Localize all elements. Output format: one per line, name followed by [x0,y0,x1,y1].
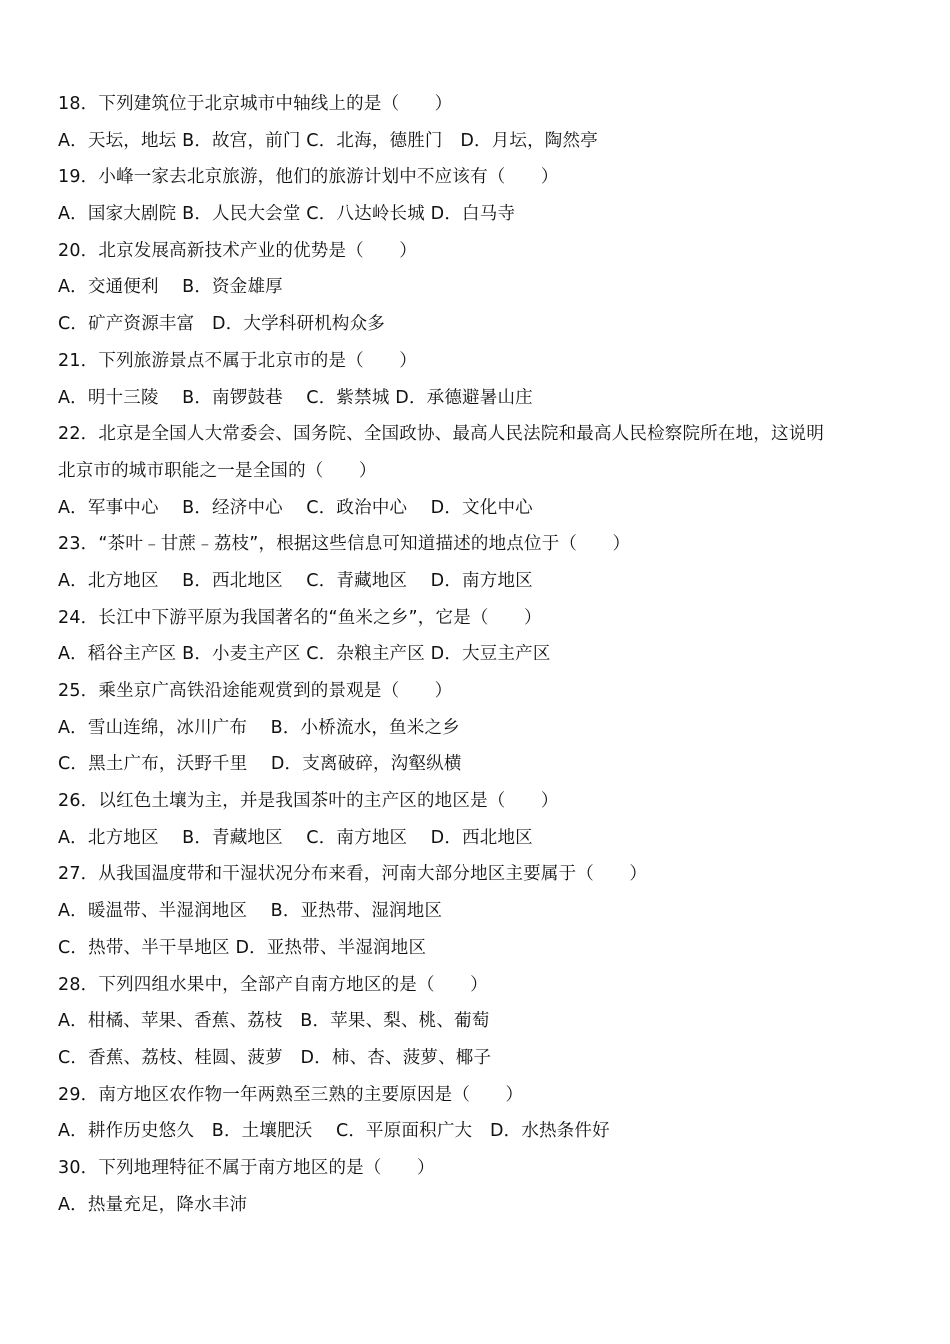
question-list [58,86,898,1223]
question-27-options-ab: A．暖温带、半湿润地区 B．亚热带、湿润地区 [58,901,443,922]
question-19-options: A．国家大剧院 B．人民大会堂 C．八达岭长城 D．白马寺 [58,204,516,225]
question-23-options: A．北方地区 B．西北地区 C．青藏地区 D．南方地区 [58,570,533,591]
question-25-options-ab: A．雪山连绵，冰川广布 B．小桥流水，鱼米之乡 [58,717,460,738]
question-20-options-cd: C．矿产资源丰富 D．大学科研机构众多 [58,314,385,335]
question-28-options-ab: A．柑橘、苹果、香蕉、荔枝 B．苹果、梨、桃、葡萄 [58,1011,490,1032]
question-22-stem-continued: 北京市的城市职能之一是全国的（ ） [58,460,377,481]
question-20-stem: 20．北京发展高新技术产业的优势是（ ） [58,240,417,261]
question-29-stem: 29．南方地区农作物一年两熟至三熟的主要原因是（ ） [58,1084,524,1105]
question-22-stem: 22．北京是全国人大常委会、国务院、全国政协、最高人民法院和最高人民检察院所在地，这说明 [58,424,825,445]
question-18-options: A．天坛，地坛 B．故宫，前门 C．北海，德胜门 D．月坛，陶然亭 [58,130,598,151]
question-30-option-a: A．热量充足，降水丰沛 [58,1194,248,1215]
question-21-options: A．明十三陵 B．南锣鼓巷 C．紫禁城 D．承德避暑山庄 [58,387,533,408]
question-24-stem: 24．长江中下游平原为我国著名的“鱼米之乡”，它是（ ） [58,607,542,628]
question-20-options-ab: A．交通便利 B．资金雄厚 [58,277,283,298]
question-27-stem: 27．从我国温度带和干湿状况分布来看，河南大部分地区主要属于（ ） [58,864,648,885]
question-18-stem: 18．下列建筑位于北京城市中轴线上的是（ ） [58,94,453,114]
question-22-options: A．军事中心 B．经济中心 C．政治中心 D．文化中心 [58,497,533,518]
question-28-options-cd: C．香蕉、荔枝、桂圆、菠萝 D．柿、杏、菠萝、椰子 [58,1047,492,1068]
question-24-options: A．稻谷主产区 B．小麦主产区 C．杂粮主产区 D．大豆主产区 [58,644,551,665]
question-25-stem: 25．乘坐京广高铁沿途能观赏到的景观是（ ） [58,681,453,701]
question-19-stem: 19．小峰一家去北京旅游，他们的旅游计划中不应该有（ ） [58,167,559,188]
question-26-stem: 26．以红色土壤为主，并是我国茶叶的主产区的地区是（ ） [58,791,559,812]
question-21-stem: 21．下列旅游景点不属于北京市的是（ ） [58,350,417,371]
question-26-options: A．北方地区 B．青藏地区 C．南方地区 D．西北地区 [58,827,533,848]
question-28-stem: 28．下列四组水果中，全部产自南方地区的是（ ） [58,974,488,995]
question-23-stem: 23．“茶叶﹣甘蔗﹣荔枝”，根据这些信息可知道描述的地点位于（ ） [58,534,631,555]
question-27-options-cd: C．热带、半干旱地区 D．亚热带、半湿润地区 [58,937,427,958]
question-30-stem: 30．下列地理特征不属于南方地区的是（ ） [58,1157,435,1178]
question-29-options: A．耕作历史悠久 B．土壤肥沃 C．平原面积广大 D．水热条件好 [58,1121,610,1142]
question-25-options-cd: C．黑土广布，沃野千里 D．支离破碎，沟壑纵横 [58,754,462,775]
